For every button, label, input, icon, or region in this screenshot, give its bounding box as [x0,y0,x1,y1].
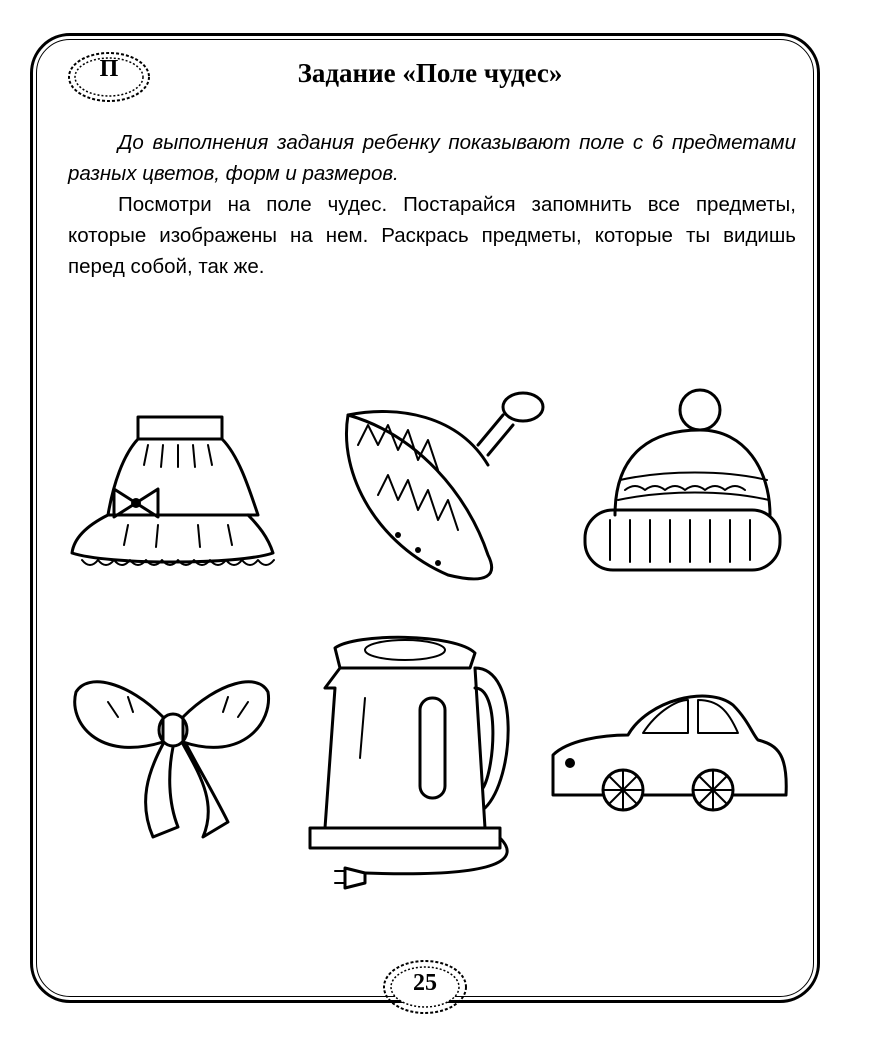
bow-icon [68,672,273,847]
knit-hat-icon [575,380,785,580]
task-text [68,189,796,282]
electric-kettle-icon [305,628,525,893]
page-number: 25 [413,970,437,996]
instruction-paragraph: До выполнения задания ребенку показывают поле с 6 предметами разных цветов, форм и размеров. [68,131,796,185]
instruction-text [68,127,796,189]
skirt-icon [68,415,278,585]
page-title: Задание «Поле чудес» [297,58,563,88]
spinning-top-icon [338,385,553,595]
task-paragraph: Посмотри на поле чудес. Постарайся запомнить все предметы, которые изображены на нем. Раскрась предметы, которые ты видишь перед собой, так же. [68,193,796,278]
toy-car-icon [548,685,788,815]
section-badge-letter: П [99,56,119,82]
